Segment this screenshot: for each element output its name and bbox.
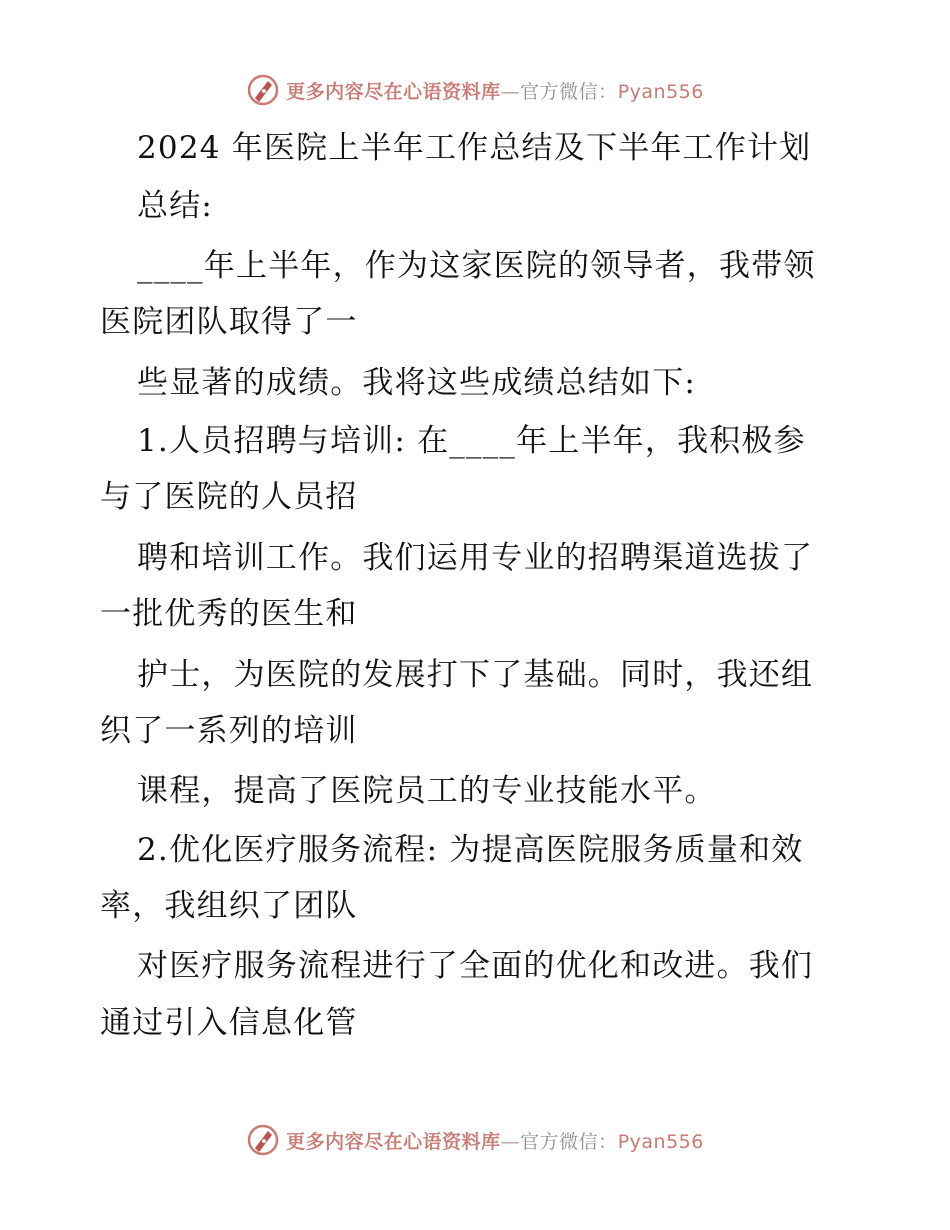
- banner-wechat-label: 官方微信：: [520, 1130, 618, 1153]
- doc-line: 些显著的成绩。我将这些成绩总结如下:: [137, 365, 697, 401]
- doc-line: 通过引入信息化管: [100, 1005, 358, 1041]
- banner-dash: —: [500, 80, 521, 103]
- banner-brand: 更多内容尽在心语资料库: [286, 80, 501, 103]
- pen-nib-circle-icon: [246, 73, 280, 107]
- doc-line: 护士，为医院的发展打下了基础。同时，我还组: [137, 657, 814, 693]
- doc-line: 1.人员招聘与培训: 在____年上半年，我积极参: [137, 423, 806, 459]
- doc-line: ____年上半年，作为这家医院的领导者，我带领: [137, 248, 816, 284]
- banner-text: [286, 77, 704, 104]
- banner-brand: 更多内容尽在心语资料库: [286, 1130, 501, 1153]
- doc-title-line: 2024 年医院上半年工作总结及下半年工作计划: [137, 130, 812, 166]
- doc-line: 课程，提高了医院员工的专业技能水平。: [137, 773, 717, 809]
- banner-text: [286, 1127, 704, 1154]
- doc-line: 率，我组织了团队: [100, 888, 358, 924]
- footer-banner: [0, 1120, 950, 1160]
- doc-line: 2.优化医疗服务流程: 为提高医院服务质量和效: [137, 832, 804, 868]
- banner-wechat-id: Pyan556: [617, 1130, 704, 1153]
- banner-wechat-id: Pyan556: [617, 80, 704, 103]
- header-banner: [0, 70, 950, 110]
- banner-wechat-label: 官方微信：: [520, 80, 618, 103]
- doc-line: 织了一系列的培训: [100, 713, 358, 749]
- doc-line: 一批优秀的医生和: [100, 596, 358, 632]
- doc-line: 对医疗服务流程进行了全面的优化和改进。我们: [137, 948, 814, 984]
- doc-line: 聘和培训工作。我们运用专业的招聘渠道选拔了: [137, 540, 814, 576]
- doc-line: 总结:: [137, 188, 214, 224]
- banner-dash: —: [500, 1130, 521, 1153]
- doc-line: 与了医院的人员招: [100, 479, 358, 515]
- doc-line: 医院团队取得了一: [100, 304, 358, 340]
- pen-nib-circle-icon: [246, 1123, 280, 1157]
